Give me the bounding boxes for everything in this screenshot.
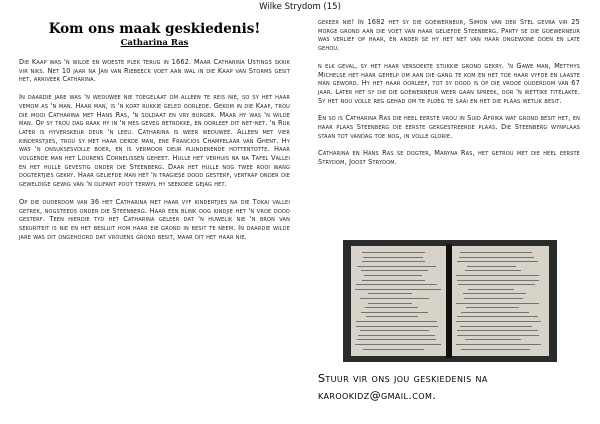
paragraph: Die Kaap was 'n wilde en woeste plek terug in 1662. Maar Catharina Ustings skrik vir niks. Net 10 jaar na Jan van Riebeeck voet aan wal in die Kaap van Storms gesit het, arriveer Catharina. [19,58,290,84]
handwriting-line [458,284,535,285]
handwriting-line [356,321,437,322]
handwriting-line [461,349,530,350]
footer-callout [318,370,580,404]
paragraph: In daardie jare was 'n weduwee nie toegelaat om alleen te reis nie, so sy het haar vemom as 'n man. Haar man, is 'n kort rukkie geled oorlede. Gekom in die Kaap, trou die mooi Catharina met Hans Ras, 'n soldaat en vry burger. Maar hy was 'n wilde man. Op sy trou dag raak hy in 'n mes geveg betrokke, en oorleef dit net-net. 'n Ruk later is hyverskeur deur 'n leeu. Catharina is weer weduwee. Alleen met vier kinderstjies, trou sy met haar derde man, ene Francios Champelaar van Ghent. Hy was 'n onsuksesvolle boer, en is vermoor deur plunderende hottentotte. Haar volgende man het Lourens Cornelissen geheet. Hulle het verhuis na na Tafel Vallei en het hulle gevestig onder die Steenberg. Daar het hulle nog twee rooi wang dogtertjies gekry. Haar geliefde man het 'n tragiese dood gesterf, vertrap onder die geweldige gewig van 'n olifant poot terwyl hy seekoeie gejag het. [19,93,290,189]
paragraph: En so is Catharina Ras die heel eerste vrou in Suid Afrika wat grond besit het, en haar plaas Steenberg die eerste gergestreerde plaas. Die Steenberg wynplaas staan tot vandag toe nog, in volle glorie. [318,114,580,140]
handwriting-line [463,293,526,294]
handwriting-line [360,298,429,299]
handwriting-line [360,330,429,331]
page-header-label: Wilke Strydom (15) [259,2,341,12]
handwriting-line [457,316,538,317]
footer-line-1: Stuur vir ons jou geskiedenis na [318,372,488,385]
paragraph: Catharina en Hans Ras se dogter, Maryna Ras, het getrou met die heel eerste Strydom, Joost Strydom. [318,149,580,167]
handwriting-line [364,275,422,276]
handwriting-line [465,270,521,271]
handwriting-line [357,339,436,340]
handwriting-line [362,252,425,253]
handwriting-line [457,335,539,336]
handwriting-line [460,252,532,253]
handwriting-line [356,284,437,285]
handwriting-line [466,307,519,308]
handwriting-line [456,275,539,276]
handwriting-line [456,321,541,322]
handwriting-line [362,261,425,262]
handwriting-line [456,344,541,345]
handwriting-line [361,270,428,271]
handwriting-line [363,257,423,258]
register-page-left [351,246,447,356]
handwriting-line [363,349,424,350]
handwriting-line [467,266,516,267]
register-gutter [446,244,452,358]
handwriting-line [457,330,538,331]
footer-email[interactable]: karookidz@gmail.com. [318,389,437,402]
article-title: Kom ons maak geskiedenis! [48,21,261,37]
paragraph: n elk geval, sy het haar versoekte stukkie grond gekry. 'n Gawe man, Metthys Michelse het haar gehelp om aan die gang te kom en het toe haar vyfde en laaste man geword. Hy het haar oorleef, tot sy dood is op die vrooe ouderdom van 67 jaar. Later het sy die die goewerneur weer gaan spreek, oor 'n wettike titelakte. Sy het nou volle reg gehad om te ploeg te saai en het die plaas wetlik besit. [318,61,580,105]
handwriting-line [456,303,539,304]
handwriting-line [365,307,418,308]
handwriting-line [461,312,529,313]
article-subtitle: Catharina Ras [120,38,189,48]
handwriting-line [459,257,534,258]
paragraph: gekeer nie! In 1682 het sy die goewerneur, Simon van der Stel gevra vir 25 morge grond aan die voet van haar geliefde Steenberg. Party se die goewerneur was verlief op haar, en ander se hy het net van haar ongewone doen en late gehou. [318,18,580,53]
handwriting-line [368,293,412,294]
handwriting-line [356,326,438,327]
register-photo [343,240,557,362]
handwriting-line [464,298,523,299]
handwriting-line [355,344,441,345]
register-page-right [451,246,549,356]
right-column [318,18,580,176]
handwriting-line [465,339,521,340]
handwriting-line [368,303,412,304]
handwriting-line [457,261,538,262]
handwriting-line [355,289,441,290]
handwriting-line [366,316,418,317]
handwriting-line [358,335,435,336]
left-column [19,22,290,250]
handwriting-line [362,280,425,281]
paragraph: Op die ouderdom van 36 het Catharina met haar vyf kindertjies na die Tokai vallei getrek, nogsteeds onder die Steenberg. Haar een blink oog kindjie het 'n vroe dood gesterf. Teen hierdie tyd het Catharina geleer dat 'n huwelik nie 'n bron van sekuriteit is nie en het besluit hom haar eie grond in besit te neem. In daardie wilde jare was dit ongehoord dat vrouens grond besit, maar dit het haar nie. [19,197,290,241]
handwriting-line [357,266,436,267]
handwriting-line [457,280,539,281]
handwriting-line [361,312,428,313]
handwriting-line [468,289,514,290]
handwriting-line [460,326,532,327]
